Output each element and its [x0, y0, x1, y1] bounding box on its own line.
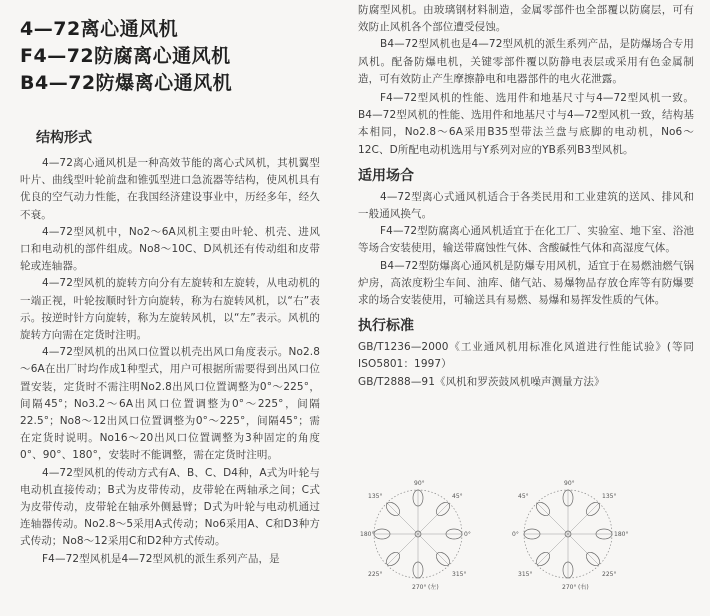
- applications-heading: 适用场合: [358, 167, 414, 184]
- applications-paragraph-1: 4—72型离心式通风机适合于各类民用和工业建筑的送风、排风和一般通风换气。: [358, 190, 694, 221]
- angle-270: 270°: [412, 584, 427, 591]
- angle-90: 90°: [564, 480, 575, 487]
- structure-paragraph-4: 4—72型风机的出风口位置以机壳出风口角度表示。No2.8～6A在出厂时均作成1种型式，用户可根据所需要得到出风口位置安装，定货时不需注明No2.8出风口位置调整为0°～225°，间隔45°；No3.2～6A出风口位置调整为0°～225°，间隔22.5°；No8～12出风口位置调整为0°～225°，间隔45°；需在定货时说明。No16～20出风口位置调整为3种固定的角度0°、90°、180°，安装时不能调整，需在定货时注明。: [20, 346, 320, 462]
- title-4-72: 4—72离心通风机: [20, 18, 179, 40]
- diagram-caption: (左): [428, 584, 439, 591]
- angle-0: 0°: [464, 531, 471, 538]
- angle-180: 180°: [614, 531, 629, 538]
- angle-135: 135°: [602, 493, 617, 500]
- structure-body: [20, 155, 320, 568]
- structure-paragraph-1: 4—72离心通风机是一种高效节能的离心式风机，其机翼型叶片、曲线型叶轮前盘和锥弧型进口急流器等结构，使风机具有优良的空气动力性能，在我国经济建设事业中，历经多年，经久不衰。: [20, 157, 320, 221]
- angle-315: 315°: [452, 571, 467, 578]
- title-f4-72: F4—72防腐离心通风机: [20, 45, 231, 67]
- structure-paragraph-3: 4—72型风机的旋转方向分有左旋转和左旋转，从电动机的一端正视，叶轮按顺时针方向旋转，称为右旋转风机，以“右”表示。按逆时针方向旋转，称为左旋转风机，以“左”表示。风机的旋转方向需在定货时注明。: [20, 277, 320, 342]
- angle-45: 45°: [518, 493, 529, 500]
- title-block: [20, 16, 320, 97]
- title-b4-72: B4—72防爆离心通风机: [20, 72, 233, 94]
- structure-heading: 结构形式: [36, 130, 92, 146]
- right-paragraph-2: B4—72型风机也是4—72型风机的派生系列产品，是防爆场合专用风机。配备防爆电机，关键零部件覆以防静电表层或采用有色金属制造，可有效防止产生摩擦静电和电器部件的电火花泄露。: [358, 38, 694, 85]
- right-paragraph-3: F4—72型风机的性能、选用件和地基尺寸与4—72型风机一致。B4—72型风机的性能、选用件和地基尺寸与4—72型风机一致，结构基本相同，No2.8～6A采用B35型带法兰盘与底脚的电动机，No6～12C、D所配电动机选用与Y系列对应的YB系列B3型风机。: [358, 92, 694, 156]
- outlet-diagram-left: [360, 476, 480, 592]
- angle-90: 90°: [414, 480, 425, 487]
- angle-135: 135°: [368, 493, 383, 500]
- standard-item-2: GB/T2888—91《风机和罗茨鼓风机噪声测量方法》: [358, 375, 605, 388]
- angle-180: 180°: [360, 531, 375, 538]
- angle-45: 45°: [452, 493, 463, 500]
- angle-225: 225°: [368, 571, 383, 578]
- standards-heading: 执行标准: [358, 318, 414, 335]
- angle-315: 315°: [518, 571, 533, 578]
- angle-225: 225°: [602, 571, 617, 578]
- outlet-diagram-right: [510, 476, 630, 592]
- structure-paragraph-5: 4—72型风机的传动方式有A、B、C、D4种，A式为叶轮与电动机直接传动；B式为皮带传动，皮带轮在两轴承之间；C式为皮带传动，皮带轮在轴承外侧悬臂；D式为叶轮与电动机通过连轴器传动。No2.8～5采用A式传动；No6采用A、C和D3种方式传动；No8～12采用C和D2种方式传动。: [20, 466, 320, 548]
- applications-paragraph-2: F4—72型防腐离心通风机适宜于在化工厂、实验室、地下室、浴池等场合安装使用，输送带腐蚀性气体、含酸碱性气体和高湿度气体。: [358, 225, 694, 255]
- angle-0: 0°: [512, 531, 519, 538]
- right-column: [358, 2, 694, 391]
- left-column: [20, 0, 320, 568]
- standard-item-1: GB/T1236—2000《工业通风机用标准化风道进行性能试验》(等同ISO5801：1997）: [358, 341, 694, 371]
- standards-body: [358, 339, 694, 391]
- structure-paragraph-6: F4—72型风机是4—72型风机的派生系列产品，是: [42, 552, 280, 565]
- applications-paragraph-3: B4—72型防爆离心通风机是防爆专用风机，适宜于在易燃油燃气锅炉房，高浓度粉尘车间、油库、储气站、易爆物品存放仓库等有防爆要求的场合安装使用，可输送具有易燃、易爆和易挥发性质的气体。: [358, 259, 694, 307]
- angle-270: 270°: [562, 584, 577, 591]
- structure-paragraph-2: 4—72型风机中，No2～6A风机主要由叶轮、机壳、进风口和电动机的部件组成。No8～10C、D风机还有传动组和皮带轮或连轴器。: [20, 225, 320, 273]
- applications-body: [358, 189, 694, 309]
- diagram-caption: (右): [578, 584, 589, 591]
- right-paragraph-1: 防腐型风机。由玻璃钢材料制造，金属零部件也全部覆以防腐层，可有效防止风机各个部位遭受侵蚀。: [358, 4, 694, 34]
